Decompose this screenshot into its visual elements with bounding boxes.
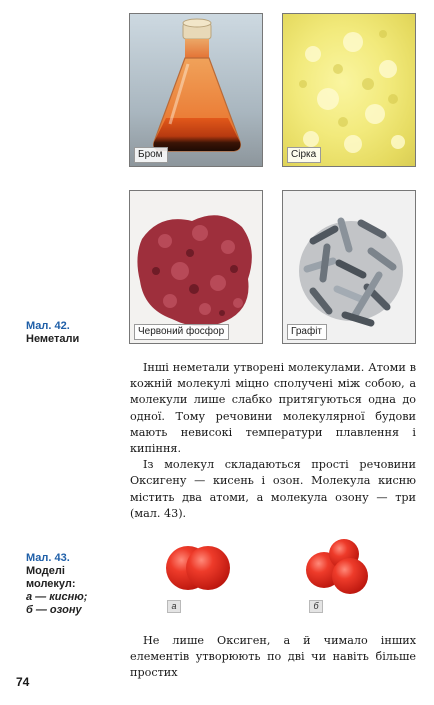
- sulfur-powder-illustration: [283, 14, 416, 167]
- figure-43-caption: [26, 552, 87, 617]
- photo-graphite: [282, 190, 416, 344]
- figure-43-number: Мал. 43.: [26, 552, 70, 564]
- molecule-models: [160, 538, 400, 602]
- figure-43-letter-a: а: [167, 600, 181, 613]
- photo-caption: Бром: [134, 147, 168, 163]
- figure-42-caption: [26, 320, 79, 346]
- figure-43-desc-line2: молекул:: [26, 578, 76, 590]
- paragraph-1: Інші неметали утворені молекулами. Атоми в кожній молекулі міцно сполучені між собою, а молекули лише слабко притягуються одна до одної. Тому речовини молекулярної будови мають невисокі температури плавлення і кипіння.: [130, 361, 416, 456]
- photo-caption: Сірка: [287, 147, 321, 163]
- oxygen-molecule-model: [166, 546, 230, 590]
- graphite-rods-illustration: [283, 191, 416, 344]
- photo-red-phosphorus: [129, 190, 263, 344]
- photo-caption: Графіт: [287, 324, 327, 340]
- page-number: 74: [16, 675, 30, 689]
- figure-42-title: Неметали: [26, 333, 80, 345]
- figure-42-number: Мал. 42.: [26, 320, 70, 332]
- paragraph-2: Із молекул складаються прості речовини Оксигену — кисень і озон. Молекула кисню містить два атоми, а молекула озону — три (мал. 43).: [130, 458, 416, 520]
- figure-43-letter-b: б: [309, 600, 323, 613]
- figure-43-desc-line4: б — озону: [26, 604, 82, 616]
- body-text-block-1: [130, 360, 416, 522]
- figure-43-desc-line1: Моделі: [26, 565, 65, 577]
- photo-caption: Червоний фосфор: [134, 324, 229, 340]
- bromine-flask-illustration: [130, 14, 263, 167]
- photo-bromine: [129, 13, 263, 167]
- paragraph-3: Не лише Оксиген, а й чимало інших елементів утворюють по дві чи навіть більше простих: [130, 634, 416, 680]
- figure-43-desc-line3: а — кисню;: [26, 591, 88, 603]
- body-text-block-2: [130, 633, 416, 682]
- ozone-molecule-model: [306, 539, 368, 594]
- red-phosphorus-illustration: [130, 191, 263, 344]
- photo-sulfur: [282, 13, 416, 167]
